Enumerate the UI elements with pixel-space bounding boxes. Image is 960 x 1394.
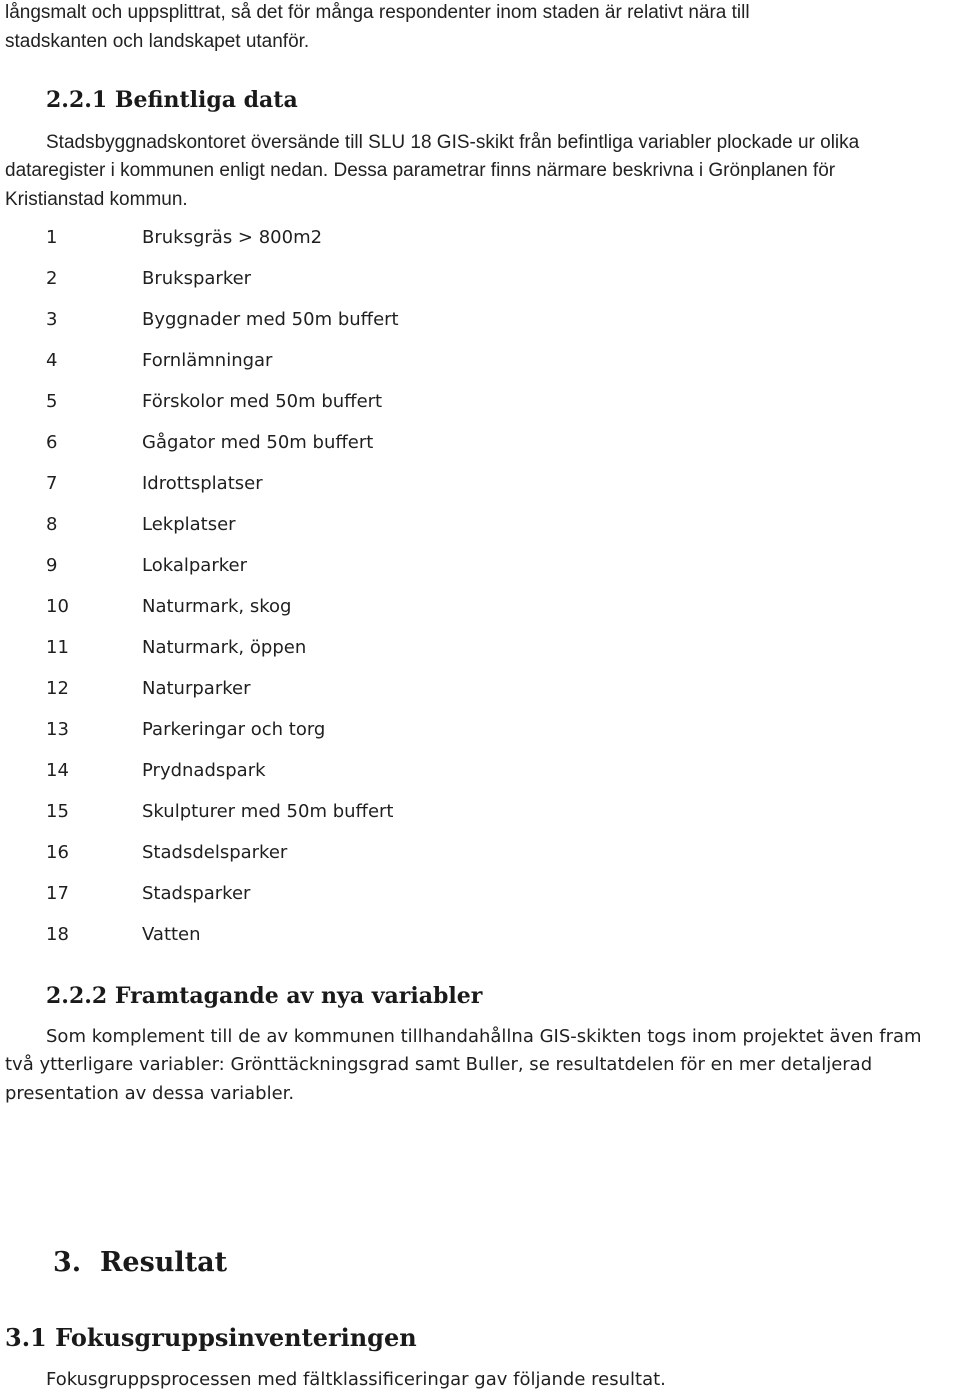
gis-layer-item xyxy=(46,920,201,950)
gis-layer-number: 16 xyxy=(46,842,69,863)
gis-layer-number: 5 xyxy=(46,391,58,412)
gis-layer-number: 14 xyxy=(46,760,69,781)
gis-layer-label: Lokalparker xyxy=(142,555,247,576)
gis-layer-item xyxy=(46,551,247,581)
gis-layer-label: Bruksgräs > 800m2 xyxy=(142,227,323,248)
befintliga-line-1: Stadsbyggnadskontoret översände till SLU 18 GIS-skikt från befintliga variabler plockade ur olika xyxy=(46,132,860,153)
gis-layer-number: 11 xyxy=(46,637,69,658)
gis-layer-number: 13 xyxy=(46,719,69,740)
framtagande-line-1: Som komplement till de av kommunen tillhandahållna GIS-skikten togs inom projektet även fram xyxy=(46,1026,922,1047)
gis-layer-label: Fornlämningar xyxy=(142,350,273,371)
heading-befintliga-data: 2.2.1 Befintliga data xyxy=(46,87,298,113)
gis-layer-label: Lekplatser xyxy=(142,514,236,535)
intro-line-1: långsmalt och uppsplittrat, så det för många respondenter inom staden är relativt nära till xyxy=(5,2,750,23)
befintliga-line-2: dataregister i kommunen enligt nedan. Dessa parametrar finns närmare beskrivna i Grönplanen för xyxy=(5,160,836,181)
gis-layer-number: 3 xyxy=(46,309,58,330)
gis-layer-item xyxy=(46,510,236,540)
intro-line-2: stadskanten och landskapet utanför. xyxy=(5,31,310,52)
gis-layer-item xyxy=(46,879,250,909)
gis-layer-item xyxy=(46,387,382,417)
gis-layer-item xyxy=(46,305,399,335)
framtagande-line-2: två ytterligare variabler: Grönttäckningsgrad samt Buller, se resultatdelen för en mer detaljerad xyxy=(5,1054,873,1075)
gis-layer-item xyxy=(46,592,291,622)
gis-layer-number: 12 xyxy=(46,678,69,699)
gis-layer-item xyxy=(46,223,322,253)
gis-layer-label: Idrottsplatser xyxy=(142,473,263,494)
gis-layer-label: Naturmark, öppen xyxy=(142,637,307,658)
gis-layer-number: 7 xyxy=(46,473,58,494)
gis-layer-item xyxy=(46,428,373,458)
gis-layer-label: Vatten xyxy=(142,924,201,945)
gis-layer-number: 10 xyxy=(46,596,69,617)
gis-layer-label: Prydnadspark xyxy=(142,760,266,781)
gis-layer-number: 8 xyxy=(46,514,58,535)
befintliga-line-3: Kristianstad kommun. xyxy=(5,189,188,210)
gis-layer-label: Skulpturer med 50m buffert xyxy=(142,801,394,822)
gis-layer-label: Stadsdelsparker xyxy=(142,842,288,863)
gis-layer-number: 4 xyxy=(46,350,58,371)
gis-layer-number: 18 xyxy=(46,924,69,945)
gis-layer-item xyxy=(46,756,266,786)
gis-layer-label: Stadsparker xyxy=(142,883,251,904)
gis-layer-label: Naturmark, skog xyxy=(142,596,292,617)
gis-layer-label: Bruksparker xyxy=(142,268,252,289)
gis-layer-item xyxy=(46,264,251,294)
gis-layer-item xyxy=(46,633,306,663)
gis-layer-label: Gågator med 50m buffert xyxy=(142,432,374,453)
gis-layer-label: Förskolor med 50m buffert xyxy=(142,391,383,412)
gis-layer-item xyxy=(46,715,325,745)
gis-layer-item xyxy=(46,469,263,499)
gis-layer-item xyxy=(46,346,272,376)
heading-resultat: 3. Resultat xyxy=(53,1247,228,1278)
gis-layer-number: 17 xyxy=(46,883,69,904)
gis-layer-label: Parkeringar och torg xyxy=(142,719,326,740)
framtagande-line-3: presentation av dessa variabler. xyxy=(5,1083,295,1104)
gis-layer-item xyxy=(46,838,287,868)
gis-layer-label: Byggnader med 50m buffert xyxy=(142,309,399,330)
gis-layer-item xyxy=(46,674,250,704)
heading-fokusgruppsinventeringen: 3.1 Fokusgruppsinventeringen xyxy=(5,1323,417,1352)
gis-layer-number: 15 xyxy=(46,801,69,822)
gis-layer-number: 6 xyxy=(46,432,58,453)
gis-layer-number: 9 xyxy=(46,555,58,576)
gis-layer-label: Naturparker xyxy=(142,678,251,699)
heading-framtagande: 2.2.2 Framtagande av nya variabler xyxy=(46,983,483,1009)
gis-layer-number: 2 xyxy=(46,268,58,289)
gis-layer-item xyxy=(46,797,393,827)
fokusgrupp-line-1: Fokusgruppsprocessen med fältklassificeringar gav följande resultat. xyxy=(46,1369,666,1390)
gis-layer-number: 1 xyxy=(46,227,58,248)
